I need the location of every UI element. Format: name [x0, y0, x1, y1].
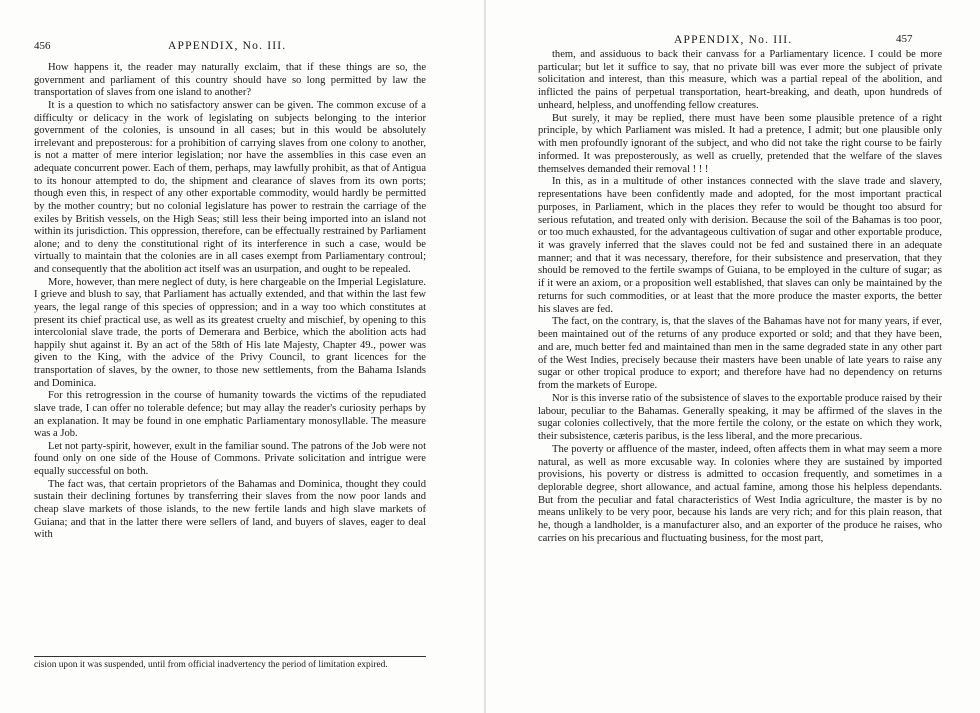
left-paragraph-3: More, however, than mere neglect of duty, is here chargeable on the Imperial Legislature. I grieve and blush to say, that Parliament has actually extended, and that within the last few years, the legal range of this species of oppression; and in a way too which constitutes at present its chief practical use, as well as its greatest cruelty and mischief, by opening to this intercolonial slave trade, the ports of Demerara and Berbice, which the abolition acts had happily shut against it. By an act of the 58th of His late Majesty, Chapter 49., power was given to the King, with the advice of the Privy Council, to grant licences for the transportation of slaves, by the owner, to those new settlements, from the Bahama Islands and Dominica. [34, 276, 426, 389]
left-paragraph-2: It is a question to which no satisfactory answer can be given. The common excuse of a difficulty or delicacy in the work of legislating on subjects belonging to the interior government of the colonies, is unsound in all cases; but in this would be absolutely irrelevant and preposterous: for a prohibition of carrying slaves from one colony to another, is not a matter of mere interior legislation; nor have the assemblies in this case even an adequate concurrent power. Each of them, perhaps, may lawfully prohibit, as that of Antigua to its honour attempted to do, the shipment and clearance of slaves from its own ports; though even this, in respect of any other exportable commodity, would hardly be permitted by the mother country; but no colonial legislature has power to restrain the carriage of the exiles by British vessels, on the High Seas; still less their being imported into an island not within its jurisdiction. This oppression, therefore, can be effectually restrained by Parliament alone; and to deny the constitutional right of its interference in such a case, would be virtually to maintain that the colonies are in all cases exempt from Parliamentary controul; and consequently that the abolition act itself was an usurpation, and ought to be repealed. [34, 99, 426, 275]
left-paragraph-6: The fact was, that certain proprietors of the Bahamas and Dominica, thought they could sustain their declining fortunes by transferring their slaves from the now poor lands and cheap slave markets of those islands, to the new fertile lands and high slave markets of Guiana; and that in the latter there were sellers of land, and buyers of slaves, eager to deal with [34, 478, 426, 541]
footnote [34, 660, 426, 672]
right-paragraph-6: The poverty or affluence of the master, indeed, often affects them in what may seem a more natural, as well as more excusable way. In colonies where they are sustained by imported provisions, his poverty or distress is admitted to occasion frequently, and sometimes in a deplorable degree, short allowance, and actual famine, among those his helpless dependants. But from the peculiar and fatal characteristics of West India agriculture, the master is by no means unlikely to be very poor, because his lands are very rich; and for this plain reason, that he, though a landholder, is a manufacturer also, and an exporter of the produce he raises, who carries on his precarious and fluctuating business, for the most part, [538, 443, 942, 544]
left-page-body [34, 62, 426, 542]
left-page-number: 456 [34, 40, 51, 52]
right-paragraph-3: In this, as in a multitude of other instances connected with the slave trade and slavery, representations have been confidently made and adopted, for the most important practical purposes, in Parliament, which in the places they refer to would be thought too absurd for serious refutation, and treated only with derision. Because the soil of the Bahamas is too poor, or too much exhausted, for the advantageous cultivation of sugar and other exportable produce, it was gravely inferred that the slaves could not be fed and sustained there in an adequate manner; and that it was necessary, therefore, for their subsistence and preservation, that they should be removed to the fertile swamps of Guiana, to be employed in the culture of sugar; as if it were an axiom, or a proposition well established, that slaves can only be maintained by the returns for such commodities, or at least that the more produce the master exports, the better his slaves are fed. [538, 176, 942, 315]
right-paragraph-5: Nor is this inverse ratio of the subsistence of slaves to the exportable produce raised by their labour, peculiar to the Bahamas. Generally speaking, it may be affirmed of the slaves in the sugar colonies collectively, that the more fertile the colony, or the estate on which they work, their subsistence, cæteris paribus, is the less liberal, and the more precarious. [538, 392, 942, 443]
right-paragraph-1: them, and assiduous to back their canvass for a Parliamentary licence. I could be more particular; but let it suffice to say, that no private bill was ever more the subject of private solicitation and interest, than this measure, which was a partial repeal of the abolition, and inflicted the pains of perpetual transportation, heart-breaking, and death, upon hundreds of unheard, helpless, and unoffending fellow creatures. [538, 49, 942, 111]
left-paragraph-4: For this retrogression in the course of humanity towards the victims of the repudiated slave trade, I can offer no tolerable defence; but may allay the reader's curiosity perhaps by an explanation. It may be found in one emphatic Parliamentary monosyllable. The measure was a Job. [34, 390, 426, 440]
right-page-number: 457 [896, 33, 913, 45]
footnote-rule [34, 656, 426, 657]
right-paragraph-4: The fact, on the contrary, is, that the slaves of the Bahamas have not for many years, if ever, been maintained out of the returns of any produce exported or sold; and that they have been, and are, much better fed and maintained than men in the same degraded state in any other part of the West Indies, precisely because their masters have been unable of late years to raise any sugar or other tropical produce to export; and therefore have had no dependency on returns from the markets of Europe. [538, 316, 942, 392]
right-page-body [538, 49, 942, 546]
left-running-head: APPENDIX, No. III. [168, 40, 287, 52]
footnote-text: cision upon it was suspended, until from official inadvertency the period of limitation expired. [34, 660, 388, 670]
right-paragraph-2: But surely, it may be replied, there must have been some plausible pretence of a right principle, by which Parliament was misled. It had a pretence, I admit; but one plausible only with men profoundly ignorant of the subject, and who did not take the right course to be fairly informed. It was preposterously, as well as cruelly, pretended that the welfare of the slaves themselves demanded their removal ! ! ! [538, 112, 942, 175]
left-paragraph-1: How happens it, the reader may naturally exclaim, that if these things are so, the government and parliament of this country should have so long permitted by law the transportation of slaves from one island to another? [34, 62, 426, 99]
left-paragraph-5: Let not party-spirit, however, exult in the familiar sound. The patrons of the Job were not found only on one side of the House of Commons. Private solicitation and intrigue were equally successful on both. [34, 440, 426, 477]
right-running-head: APPENDIX, No. III. [674, 34, 793, 46]
left-page [0, 0, 484, 713]
right-page [486, 0, 980, 713]
